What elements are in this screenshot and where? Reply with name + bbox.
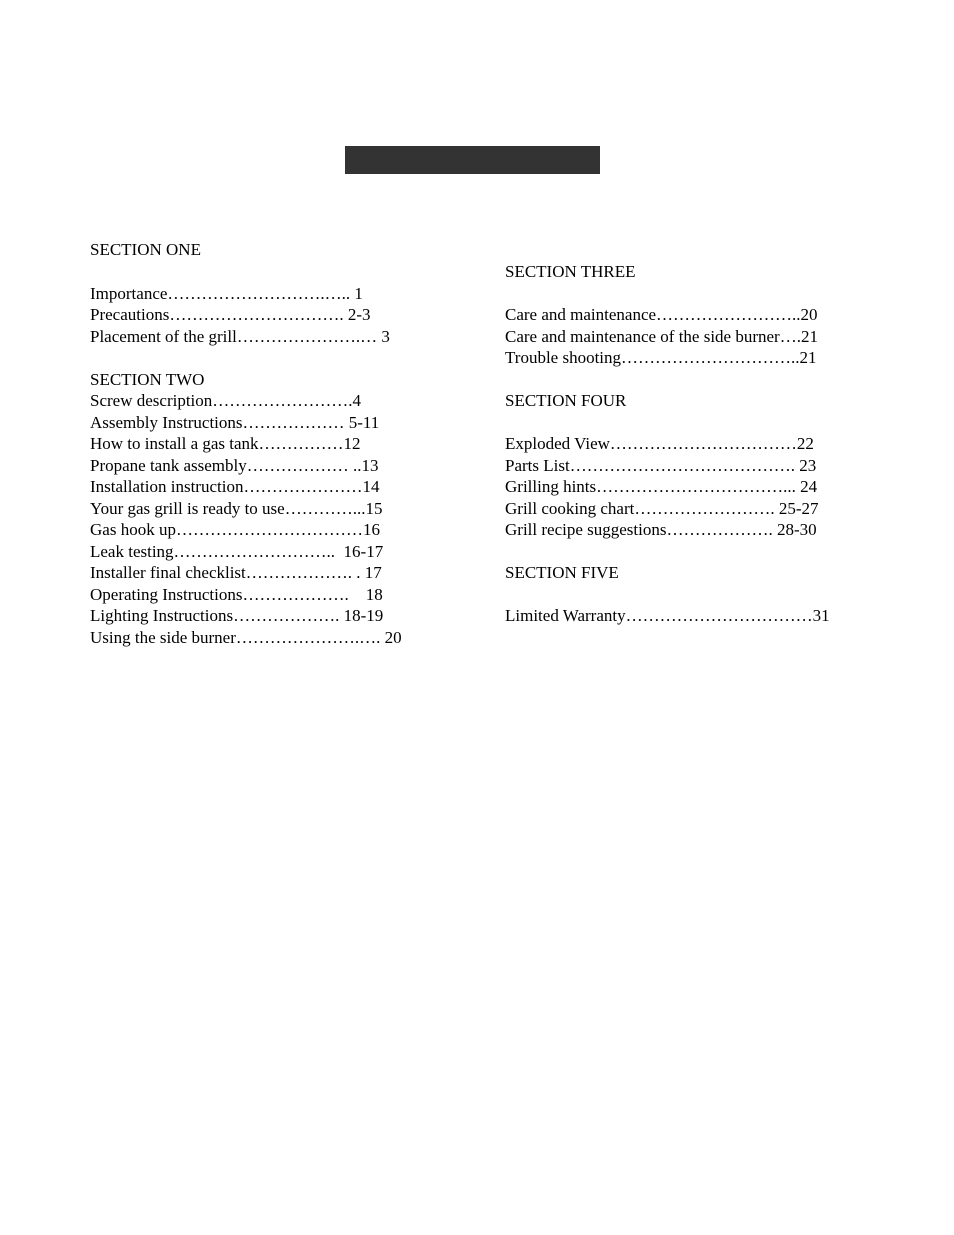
section-two-heading: SECTION TWO <box>90 370 205 389</box>
toc-entry-care-side-burner: Care and maintenance of the side burner….21 <box>505 327 818 346</box>
section-one-heading: SECTION ONE <box>90 240 201 259</box>
toc-entry-lighting-instructions: Lighting Instructions………………. 18-19 <box>90 606 384 625</box>
section-five-heading: SECTION FIVE <box>505 563 619 582</box>
toc-entry-recipe-suggestions: Grill recipe suggestions………………. 28-30 <box>505 520 817 539</box>
toc-entry-importance: Importance……………………….….. 1 <box>90 284 363 303</box>
section-four-heading: SECTION FOUR <box>505 391 627 410</box>
toc-entry-cooking-chart: Grill cooking chart……………………. 25-27 <box>505 499 819 518</box>
toc-entry-propane-tank-assembly: Propane tank assembly……………… ..13 <box>90 456 379 475</box>
toc-entry-ready-to-use: Your gas grill is ready to use…………...15 <box>90 499 383 518</box>
toc-entry-trouble-shooting: Trouble shooting…………………………..21 <box>505 348 817 367</box>
toc-entry-operating-instructions: Operating Instructions………………. 18 <box>90 585 383 604</box>
toc-entry-care-maintenance: Care and maintenance……………………..20 <box>505 305 818 324</box>
toc-entry-screw-description: Screw description…………………….4 <box>90 391 362 410</box>
toc-entry-assembly-instructions: Assembly Instructions……………… 5-11 <box>90 413 380 432</box>
toc-entry-installer-checklist: Installer final checklist………………. . 17 <box>90 563 382 582</box>
section-three-heading: SECTION THREE <box>505 262 636 281</box>
toc-entry-exploded-view: Exploded View……………………………22 <box>505 434 814 453</box>
toc-entry-installation-instruction: Installation instruction…………………14 <box>90 477 380 496</box>
toc-entry-parts-list: Parts List…………………………………. 23 <box>505 456 817 475</box>
toc-entry-precautions: Precautions…………………………. 2-3 <box>90 305 371 324</box>
toc-entry-grilling-hints: Grilling hints……………………………... 24 <box>505 477 818 496</box>
toc-entry-leak-testing: Leak testing……………………….. 16-17 <box>90 542 384 561</box>
title-bar <box>345 146 600 174</box>
toc-entry-install-gas-tank: How to install a gas tank……………12 <box>90 434 361 453</box>
toc-entry-side-burner: Using the side burner………………….…. 20 <box>90 628 402 647</box>
toc-entry-placement: Placement of the grill………………….… 3 <box>90 327 390 346</box>
toc-entry-gas-hook-up: Gas hook up……………………………16 <box>90 520 380 539</box>
toc-entry-limited-warranty: Limited Warranty……………………………31 <box>505 606 830 625</box>
